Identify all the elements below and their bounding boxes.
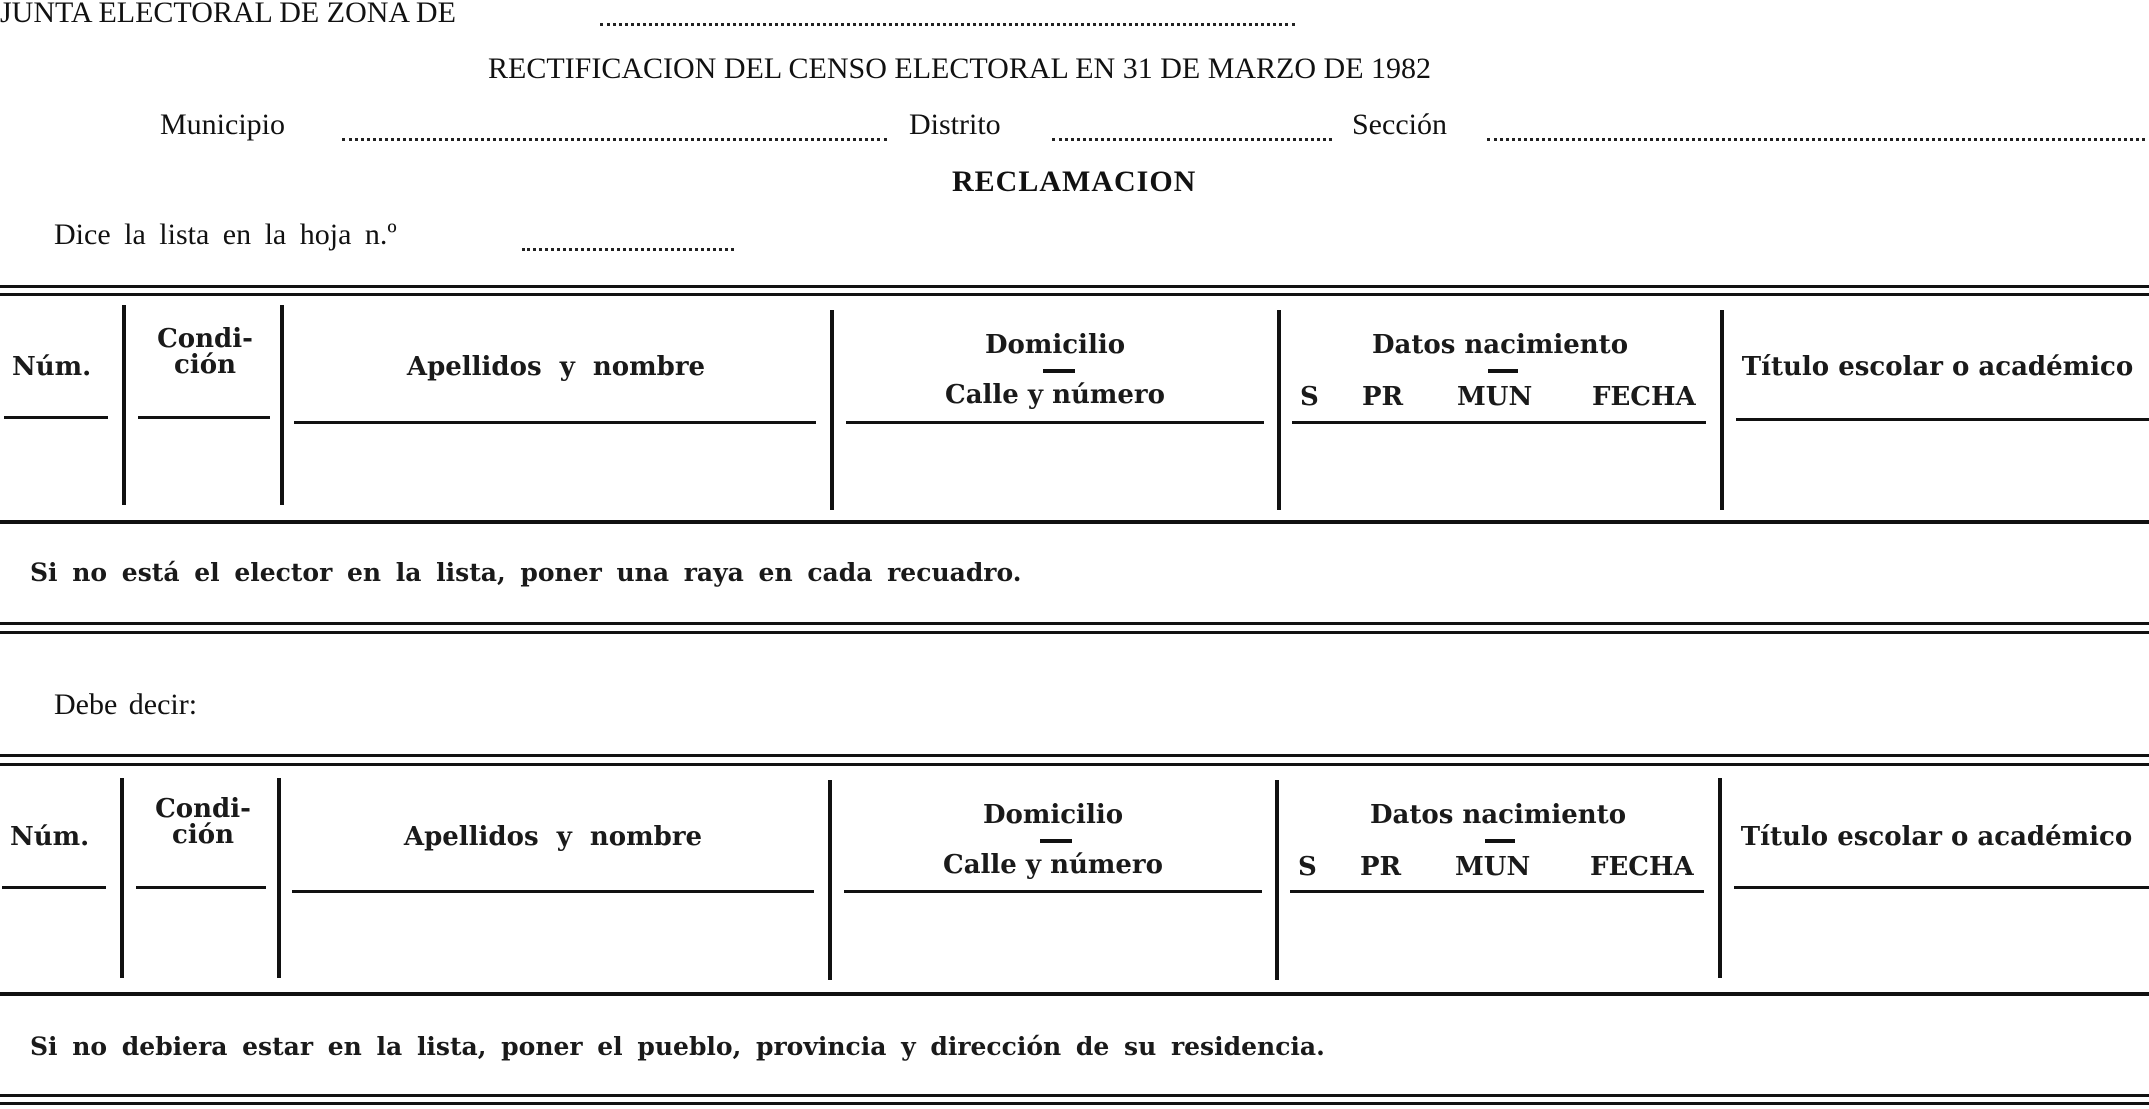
domicilio-macron-mark <box>1040 839 1072 843</box>
municipio-dotted-field[interactable] <box>342 138 887 141</box>
header-underline <box>4 416 108 419</box>
col-pr: PR <box>1360 852 1402 882</box>
col-fecha: FECHA <box>1590 852 1694 882</box>
footer-rule-inner <box>0 1102 2149 1105</box>
col-divider <box>122 305 126 505</box>
junta-label: JUNTA ELECTORAL DE ZONA DE <box>0 0 456 29</box>
col-divider <box>1718 778 1722 978</box>
col-domicilio: Domicilio <box>984 330 1126 360</box>
col-divider <box>1720 310 1724 510</box>
mun-macron-mark <box>1488 369 1518 373</box>
col-titulo: Título escolar o académico <box>1740 822 2133 852</box>
col-fecha: FECHA <box>1592 382 1696 412</box>
mun-macron-mark <box>1485 839 1515 843</box>
not-in-list-instruction: Si no está el elector en la lista, poner una raya en cada recuadro. <box>30 558 1022 587</box>
distrito-dotted-field[interactable] <box>1052 138 1332 141</box>
col-calle: Calle y número <box>945 380 1165 410</box>
col-domicilio: Domicilio <box>982 800 1124 830</box>
col-apellidos: Apellidos y nombre <box>406 352 706 382</box>
col-condicion-2: ción <box>174 350 236 380</box>
col-pr: PR <box>1362 382 1404 412</box>
seccion-dotted-field[interactable] <box>1487 138 2145 141</box>
col-num: Núm. <box>10 822 90 852</box>
col-divider <box>120 778 124 978</box>
col-divider <box>828 780 832 980</box>
col-s: S <box>1298 852 1317 882</box>
table-top-rule-inner <box>0 763 2149 766</box>
table-bottom-rule <box>0 520 2149 524</box>
should-not-be-instruction: Si no debiera estar en la lista, poner el pueblo, provincia y dirección de su residencia. <box>30 1032 1325 1061</box>
municipio-label: Municipio <box>160 108 285 141</box>
header-underline <box>1292 421 1706 424</box>
col-titulo: Título escolar o académico <box>1741 352 2134 382</box>
footer-rule-outer <box>0 1094 2149 1097</box>
table-top-rule-outer <box>0 285 2149 288</box>
dice-label: Dice la lista en la hoja n.º <box>54 218 397 251</box>
form-title: RECTIFICACION DEL CENSO ELECTORAL EN 31 DE MARZO DE 1982 <box>488 52 1432 85</box>
col-datos-nacimiento: Datos nacimiento <box>1371 330 1629 360</box>
col-divider <box>1275 780 1279 980</box>
col-condicion-1: Condi- <box>155 794 251 824</box>
hoja-number-dotted-field[interactable] <box>522 248 734 251</box>
col-condicion-2: ción <box>172 820 234 850</box>
section-rule-outer <box>0 622 2149 625</box>
header-underline <box>2 886 106 889</box>
header-underline <box>292 890 814 893</box>
distrito-label: Distrito <box>909 108 1001 141</box>
col-divider <box>1277 310 1281 510</box>
debe-decir-label: Debe decir: <box>54 688 198 721</box>
header-underline <box>294 421 816 424</box>
col-mun: MUN <box>1457 382 1533 412</box>
header-underline <box>1734 886 2149 889</box>
col-s: S <box>1300 382 1319 412</box>
col-datos-nacimiento: Datos nacimiento <box>1369 800 1627 830</box>
col-apellidos: Apellidos y nombre <box>403 822 703 852</box>
header-underline <box>138 416 270 419</box>
col-condicion-1: Condi- <box>157 324 253 354</box>
seccion-label: Sección <box>1352 108 1447 141</box>
header-underline <box>846 421 1264 424</box>
domicilio-macron-mark <box>1043 369 1075 373</box>
header-underline <box>136 886 266 889</box>
table-bottom-rule <box>0 992 2149 996</box>
col-divider <box>830 310 834 510</box>
section-rule-inner <box>0 631 2149 634</box>
junta-dotted-field[interactable] <box>600 23 1295 26</box>
table-top-rule-inner <box>0 293 2149 296</box>
col-mun: MUN <box>1455 852 1531 882</box>
col-calle: Calle y número <box>943 850 1163 880</box>
reclamacion-heading: RECLAMACION <box>952 165 1197 198</box>
header-underline <box>1290 890 1704 893</box>
col-num: Núm. <box>12 352 92 382</box>
header-underline <box>844 890 1262 893</box>
header-underline <box>1736 418 2149 421</box>
table-top-rule-outer <box>0 754 2149 757</box>
